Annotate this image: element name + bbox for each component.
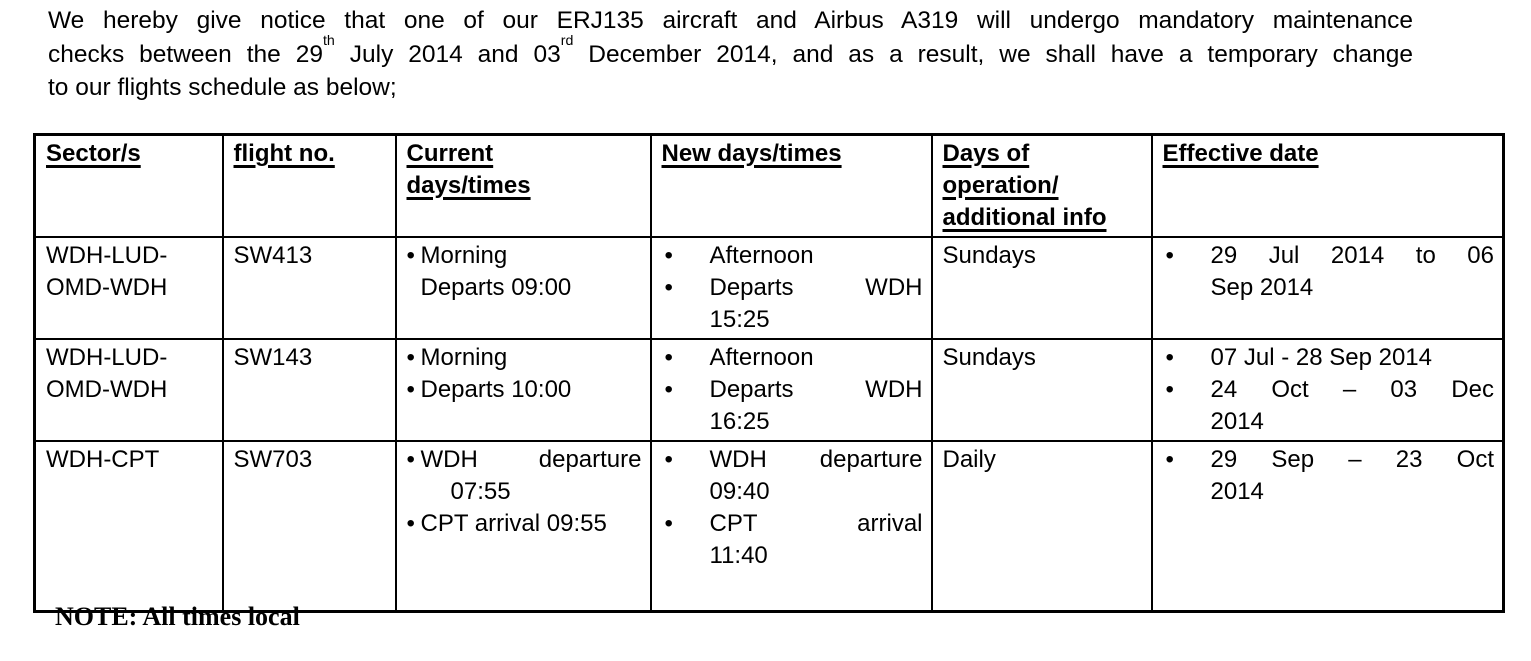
schedule-line: 07:55 (450, 478, 511, 505)
bullet-icon: • (406, 376, 415, 403)
cell-sector (35, 339, 223, 441)
cell-days-of-operation (932, 237, 1152, 339)
days-of-operation-text: Sundays (942, 344, 1036, 371)
schedule-item (407, 508, 642, 540)
cell-days-of-operation (932, 441, 1152, 611)
intro-text: July 2014 and 03 (334, 40, 561, 68)
schedule-line: 15:25 (709, 306, 770, 333)
bullet-icon: • (406, 510, 415, 537)
superscript-text: rd (560, 32, 574, 49)
schedule-line: 29 Sep – 23 Oct (1210, 446, 1494, 473)
schedule-item (1163, 342, 1495, 374)
schedule-item (407, 444, 642, 508)
schedule-line: 2014 (1210, 478, 1264, 505)
cell-flight-no (223, 441, 396, 611)
schedule-line: 24 Oct – 03 Dec (1210, 376, 1494, 403)
table-header-row (35, 135, 1504, 238)
schedule-item (407, 240, 642, 304)
bullet-icon: • (1165, 376, 1174, 403)
cell-new-days-times (651, 339, 932, 441)
bullet-icon: • (664, 344, 673, 371)
cell-effective-date (1152, 237, 1504, 339)
cell-effective-date (1152, 339, 1504, 441)
cell-current-days-times (396, 441, 651, 611)
cell-current-days-times (396, 237, 651, 339)
sector-text: WDH-CPT (46, 446, 160, 473)
days-of-operation-text: Sundays (942, 242, 1036, 269)
column-header-text: operation/ (942, 172, 1059, 199)
intro-line (48, 4, 1413, 38)
cell-flight-no (223, 339, 396, 441)
schedule-line: 11:40 (709, 542, 768, 569)
schedule-line: CPT arrival (709, 510, 923, 537)
column-header-text: Days of (942, 140, 1030, 167)
schedule-line: 16:25 (709, 408, 770, 435)
superscript-text: th (322, 32, 335, 49)
schedule-item (1163, 240, 1495, 304)
bullet-icon: • (664, 376, 673, 403)
column-header-text: Sector/s (46, 140, 141, 167)
intro-line (48, 71, 1413, 105)
table-row (35, 441, 1504, 611)
bullet-icon: • (664, 446, 673, 473)
schedule-item (662, 342, 923, 374)
sector-text: WDH-LUD- (46, 344, 168, 371)
schedule-line: Morning (420, 242, 508, 269)
schedule-line: WDH departure (420, 446, 642, 473)
bullet-icon: • (664, 242, 673, 269)
note-text: NOTE: All times local (55, 602, 300, 631)
schedule-item (662, 508, 923, 572)
schedule-item (662, 374, 923, 438)
cell-flight-no (223, 237, 396, 339)
bullet-icon: • (1165, 242, 1174, 269)
sector-text: WDH-LUD- (46, 242, 168, 269)
intro-text: December 2014, and as a result, we shall have a temporary change (573, 40, 1413, 68)
schedule-line: Morning (420, 344, 508, 371)
schedule-line: Afternoon (709, 242, 814, 269)
cell-new-days-times (651, 237, 932, 339)
schedule-item (662, 240, 923, 272)
column-header (932, 135, 1152, 238)
schedule-line: 2014 (1210, 408, 1264, 435)
intro-paragraph (48, 4, 1413, 105)
flight-no-text: SW703 (233, 446, 313, 473)
flight-no-text: SW413 (233, 242, 313, 269)
schedule-line: 07 Jul - 28 Sep 2014 (1210, 344, 1432, 371)
schedule-line: 29 Jul 2014 to 06 (1210, 242, 1494, 269)
bullet-icon: • (664, 510, 673, 537)
sector-text: OMD-WDH (46, 376, 168, 403)
flight-no-text: SW143 (233, 344, 313, 371)
column-header-text: Effective date (1162, 140, 1319, 167)
cell-new-days-times (651, 441, 932, 611)
schedule-line: Departs 10:00 (420, 376, 572, 403)
column-header (223, 135, 396, 238)
column-header-text: New days/times (661, 140, 842, 167)
sector-text: OMD-WDH (46, 274, 168, 301)
schedule-item (662, 272, 923, 336)
column-header-text: Current (406, 140, 494, 167)
schedule-item (407, 342, 642, 374)
schedule-line: CPT arrival 09:55 (420, 510, 607, 537)
bullet-icon: • (406, 344, 415, 371)
schedule-line: WDH departure (709, 446, 923, 473)
column-header-text: days/times (406, 172, 531, 199)
cell-effective-date (1152, 441, 1504, 611)
column-header (396, 135, 651, 238)
schedule-line: Departs 09:00 (420, 274, 572, 301)
intro-text: to our flights schedule as below; (48, 74, 397, 101)
column-header-text: flight no. (233, 140, 335, 167)
intro-line (48, 32, 1413, 72)
schedule-line: 09:40 (709, 478, 770, 505)
table-row (35, 237, 1504, 339)
column-header (1152, 135, 1504, 238)
schedule-line: Afternoon (709, 344, 814, 371)
column-header-text: additional info (942, 204, 1107, 231)
schedule-line: Departs WDH (709, 274, 923, 301)
column-header (651, 135, 932, 238)
schedule-line: Sep 2014 (1210, 274, 1314, 301)
bullet-icon: • (1165, 446, 1174, 473)
bullet-icon: • (1165, 344, 1174, 371)
bullet-icon: • (406, 242, 415, 269)
cell-sector (35, 441, 223, 611)
cell-days-of-operation (932, 339, 1152, 441)
schedule-line: Departs WDH (709, 376, 923, 403)
days-of-operation-text: Daily (942, 446, 996, 473)
bullet-icon: • (406, 446, 415, 473)
bullet-icon: • (664, 274, 673, 301)
cell-sector (35, 237, 223, 339)
table-row (35, 339, 1504, 441)
schedule-item (1163, 444, 1495, 508)
schedule-item (1163, 374, 1495, 438)
cell-current-days-times (396, 339, 651, 441)
intro-text: We hereby give notice that one of our ERJ135 aircraft and Airbus A319 will undergo mandatory maintenance (48, 7, 1413, 34)
schedule-item (662, 444, 923, 508)
flight-schedule-table (33, 133, 1505, 613)
intro-text: checks between the 29 (48, 40, 323, 68)
column-header (35, 135, 223, 238)
schedule-item (407, 374, 642, 406)
